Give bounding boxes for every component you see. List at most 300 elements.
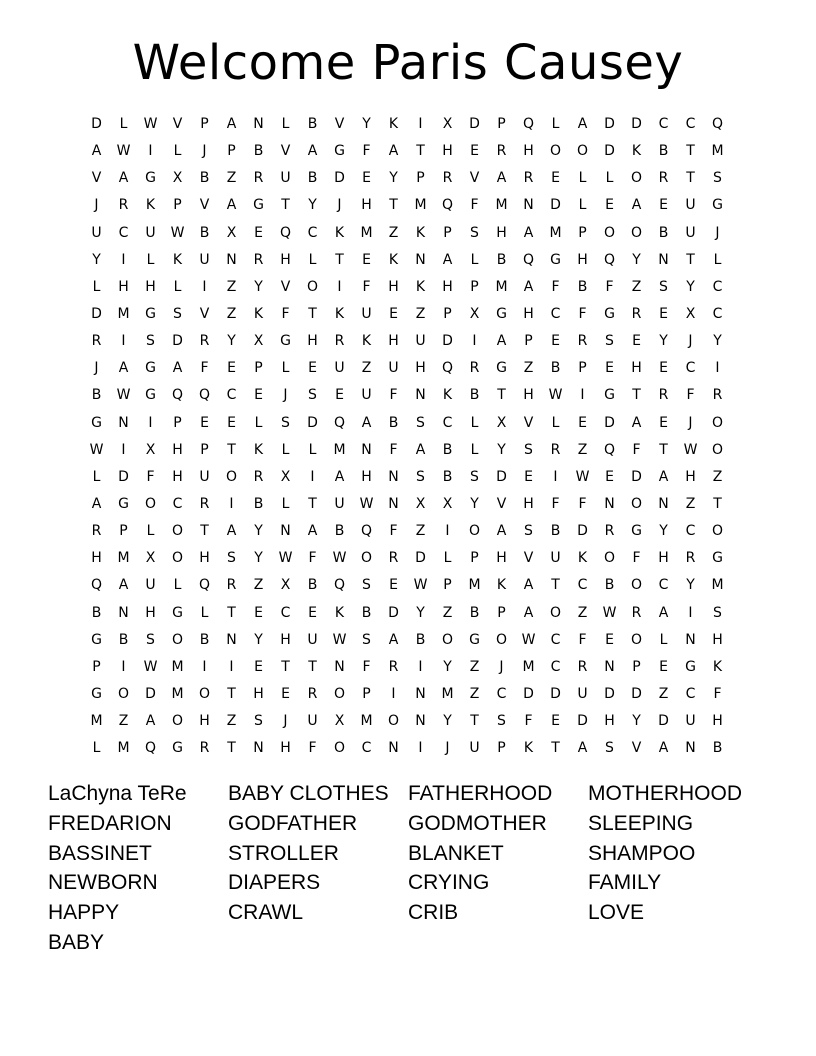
grid-letter[interactable]: J: [283, 713, 288, 730]
grid-letter[interactable]: K: [334, 604, 345, 621]
grid-letter[interactable]: N: [388, 495, 399, 512]
grid-letter[interactable]: Q: [279, 224, 292, 241]
grid-letter[interactable]: X: [334, 713, 345, 730]
grid-letter[interactable]: U: [577, 685, 588, 702]
grid-letter[interactable]: J: [688, 414, 693, 431]
grid-letter[interactable]: F: [389, 523, 398, 540]
grid-letter[interactable]: E: [551, 170, 560, 187]
grid-letter[interactable]: U: [307, 713, 318, 730]
grid-letter[interactable]: B: [550, 360, 561, 377]
grid-letter[interactable]: O: [333, 740, 346, 757]
grid-letter[interactable]: D: [550, 197, 561, 214]
grid-letter[interactable]: H: [523, 143, 534, 160]
grid-letter[interactable]: X: [685, 305, 696, 322]
grid-letter[interactable]: L: [470, 414, 479, 431]
grid-letter[interactable]: L: [551, 414, 560, 431]
grid-letter[interactable]: L: [173, 577, 182, 594]
grid-letter[interactable]: Q: [144, 740, 157, 757]
grid-letter[interactable]: F: [308, 740, 317, 757]
grid-letter[interactable]: S: [524, 441, 533, 458]
grid-letter[interactable]: P: [578, 360, 587, 377]
grid-letter[interactable]: N: [118, 604, 129, 621]
grid-letter[interactable]: R: [253, 468, 264, 485]
grid-letter[interactable]: G: [604, 305, 615, 322]
grid-letter[interactable]: D: [550, 685, 561, 702]
grid-letter[interactable]: D: [469, 116, 480, 132]
grid-letter[interactable]: Z: [577, 604, 588, 621]
grid-letter[interactable]: T: [308, 305, 317, 322]
grid-letter[interactable]: E: [389, 577, 398, 594]
grid-letter[interactable]: Q: [198, 387, 211, 404]
grid-letter[interactable]: N: [523, 197, 534, 214]
grid-letter[interactable]: N: [604, 495, 615, 512]
grid-letter[interactable]: R: [199, 333, 210, 350]
grid-letter[interactable]: B: [91, 604, 102, 621]
grid-letter[interactable]: S: [470, 468, 479, 485]
grid-letter[interactable]: T: [308, 658, 317, 675]
grid-letter[interactable]: D: [442, 333, 453, 350]
grid-letter[interactable]: Q: [90, 577, 103, 594]
grid-letter[interactable]: C: [685, 523, 696, 540]
grid-letter[interactable]: W: [413, 577, 428, 594]
grid-letter[interactable]: P: [578, 224, 587, 241]
grid-letter[interactable]: Q: [711, 116, 724, 132]
grid-letter[interactable]: G: [685, 658, 696, 675]
grid-letter[interactable]: F: [146, 468, 155, 485]
grid-letter[interactable]: S: [146, 631, 155, 648]
grid-letter[interactable]: I: [121, 441, 126, 458]
grid-letter[interactable]: M: [414, 197, 427, 214]
grid-letter[interactable]: L: [146, 523, 155, 540]
grid-letter[interactable]: L: [308, 441, 317, 458]
grid-letter[interactable]: B: [307, 577, 318, 594]
grid-letter[interactable]: S: [281, 414, 290, 431]
grid-letter[interactable]: D: [604, 414, 615, 431]
grid-letter[interactable]: H: [523, 305, 534, 322]
grid-letter[interactable]: V: [199, 197, 210, 214]
grid-letter[interactable]: J: [202, 143, 207, 160]
grid-letter[interactable]: B: [658, 224, 669, 241]
grid-letter[interactable]: H: [91, 550, 102, 567]
grid-letter[interactable]: Y: [416, 604, 425, 621]
grid-letter[interactable]: A: [496, 333, 507, 350]
grid-letter[interactable]: G: [496, 305, 507, 322]
grid-letter[interactable]: O: [603, 224, 616, 241]
grid-letter[interactable]: Z: [523, 360, 534, 377]
grid-letter[interactable]: G: [280, 333, 291, 350]
grid-letter[interactable]: F: [281, 305, 290, 322]
grid-letter[interactable]: E: [605, 360, 614, 377]
grid-letter[interactable]: B: [199, 224, 210, 241]
grid-letter[interactable]: I: [229, 658, 234, 675]
grid-letter[interactable]: K: [145, 197, 156, 214]
grid-letter[interactable]: C: [577, 577, 588, 594]
grid-letter[interactable]: R: [496, 143, 507, 160]
grid-letter[interactable]: N: [361, 441, 372, 458]
grid-letter[interactable]: L: [470, 251, 479, 268]
grid-letter[interactable]: T: [497, 387, 506, 404]
grid-letter[interactable]: J: [94, 197, 99, 214]
grid-letter[interactable]: B: [307, 116, 318, 132]
grid-letter[interactable]: K: [415, 278, 426, 295]
grid-letter[interactable]: K: [496, 577, 507, 594]
grid-letter[interactable]: H: [307, 333, 318, 350]
grid-letter[interactable]: R: [253, 170, 264, 187]
grid-letter[interactable]: O: [387, 713, 400, 730]
grid-letter[interactable]: W: [575, 468, 590, 485]
grid-letter[interactable]: E: [470, 143, 479, 160]
grid-letter[interactable]: U: [145, 577, 156, 594]
grid-letter[interactable]: M: [90, 713, 103, 730]
grid-letter[interactable]: F: [578, 305, 587, 322]
grid-letter[interactable]: H: [577, 251, 588, 268]
grid-letter[interactable]: M: [117, 550, 130, 567]
grid-letter[interactable]: J: [94, 360, 99, 377]
grid-letter[interactable]: H: [415, 360, 426, 377]
grid-letter[interactable]: V: [280, 278, 291, 295]
grid-letter[interactable]: X: [442, 116, 453, 132]
grid-letter[interactable]: K: [577, 550, 588, 567]
grid-letter[interactable]: T: [281, 658, 290, 675]
grid-letter[interactable]: R: [577, 658, 588, 675]
grid-letter[interactable]: H: [199, 550, 210, 567]
grid-letter[interactable]: M: [171, 658, 184, 675]
grid-letter[interactable]: D: [631, 685, 642, 702]
grid-letter[interactable]: Y: [686, 577, 695, 594]
grid-letter[interactable]: D: [415, 550, 426, 567]
grid-letter[interactable]: S: [146, 333, 155, 350]
grid-letter[interactable]: U: [685, 713, 696, 730]
grid-letter[interactable]: G: [172, 604, 183, 621]
grid-letter[interactable]: S: [605, 740, 614, 757]
grid-letter[interactable]: W: [143, 658, 158, 675]
grid-letter[interactable]: R: [199, 495, 210, 512]
grid-letter[interactable]: T: [389, 197, 398, 214]
grid-letter[interactable]: Z: [226, 278, 237, 295]
grid-letter[interactable]: E: [254, 387, 263, 404]
grid-letter[interactable]: T: [470, 713, 479, 730]
grid-letter[interactable]: T: [551, 740, 560, 757]
grid-letter[interactable]: S: [362, 631, 371, 648]
grid-letter[interactable]: W: [143, 116, 158, 132]
grid-letter[interactable]: K: [172, 251, 183, 268]
grid-letter[interactable]: T: [686, 143, 695, 160]
grid-letter[interactable]: Z: [388, 224, 399, 241]
grid-letter[interactable]: G: [145, 170, 156, 187]
grid-letter[interactable]: K: [712, 658, 723, 675]
grid-letter[interactable]: O: [630, 495, 643, 512]
grid-letter[interactable]: K: [388, 251, 399, 268]
grid-letter[interactable]: O: [495, 631, 508, 648]
grid-letter[interactable]: F: [308, 550, 317, 567]
grid-letter[interactable]: P: [470, 278, 479, 295]
grid-letter[interactable]: O: [711, 414, 724, 431]
grid-letter[interactable]: L: [443, 550, 452, 567]
grid-letter[interactable]: Y: [443, 658, 452, 675]
grid-letter[interactable]: Z: [415, 523, 426, 540]
grid-letter[interactable]: M: [711, 143, 724, 160]
grid-letter[interactable]: N: [388, 740, 399, 757]
grid-letter[interactable]: O: [171, 631, 184, 648]
grid-letter[interactable]: R: [442, 170, 453, 187]
grid-letter[interactable]: N: [415, 685, 426, 702]
grid-letter[interactable]: S: [416, 414, 425, 431]
grid-letter[interactable]: I: [148, 143, 153, 160]
grid-letter[interactable]: R: [712, 387, 723, 404]
grid-letter[interactable]: Q: [522, 251, 535, 268]
grid-letter[interactable]: P: [173, 197, 182, 214]
grid-letter[interactable]: G: [712, 550, 723, 567]
grid-letter[interactable]: R: [91, 333, 102, 350]
grid-letter[interactable]: R: [118, 197, 129, 214]
grid-letter[interactable]: H: [685, 468, 696, 485]
grid-letter[interactable]: I: [418, 116, 423, 132]
grid-letter[interactable]: A: [226, 116, 237, 132]
grid-letter[interactable]: Z: [685, 495, 696, 512]
grid-letter[interactable]: L: [605, 170, 614, 187]
grid-letter[interactable]: V: [199, 305, 210, 322]
grid-letter[interactable]: B: [658, 143, 669, 160]
grid-letter[interactable]: C: [118, 224, 129, 241]
grid-letter[interactable]: E: [254, 658, 263, 675]
grid-letter[interactable]: Y: [254, 523, 263, 540]
grid-letter[interactable]: U: [415, 333, 426, 350]
grid-letter[interactable]: T: [227, 604, 236, 621]
grid-letter[interactable]: G: [631, 523, 642, 540]
grid-letter[interactable]: H: [199, 713, 210, 730]
grid-letter[interactable]: P: [227, 143, 236, 160]
grid-letter[interactable]: I: [337, 278, 342, 295]
grid-letter[interactable]: H: [145, 604, 156, 621]
grid-letter[interactable]: Z: [226, 170, 237, 187]
grid-letter[interactable]: J: [688, 333, 693, 350]
grid-letter[interactable]: B: [469, 387, 480, 404]
grid-letter[interactable]: X: [280, 577, 291, 594]
grid-letter[interactable]: S: [605, 333, 614, 350]
grid-letter[interactable]: A: [388, 631, 399, 648]
grid-letter[interactable]: R: [388, 658, 399, 675]
grid-letter[interactable]: J: [499, 658, 504, 675]
grid-letter[interactable]: L: [92, 740, 101, 757]
grid-letter[interactable]: E: [605, 197, 614, 214]
grid-letter[interactable]: E: [281, 685, 290, 702]
grid-letter[interactable]: B: [604, 577, 615, 594]
grid-letter[interactable]: H: [118, 278, 129, 295]
grid-letter[interactable]: O: [603, 550, 616, 567]
grid-letter[interactable]: J: [283, 387, 288, 404]
grid-letter[interactable]: P: [443, 305, 452, 322]
grid-letter[interactable]: K: [631, 143, 642, 160]
grid-letter[interactable]: K: [388, 116, 399, 132]
grid-letter[interactable]: R: [388, 550, 399, 567]
grid-letter[interactable]: L: [281, 441, 290, 458]
grid-letter[interactable]: X: [145, 550, 156, 567]
grid-letter[interactable]: A: [226, 523, 237, 540]
grid-letter[interactable]: T: [632, 387, 641, 404]
grid-letter[interactable]: P: [470, 550, 479, 567]
grid-letter[interactable]: G: [91, 685, 102, 702]
grid-letter[interactable]: U: [469, 740, 480, 757]
grid-letter[interactable]: Y: [254, 550, 263, 567]
grid-letter[interactable]: A: [658, 468, 669, 485]
grid-letter[interactable]: L: [281, 116, 290, 132]
grid-letter[interactable]: T: [227, 685, 236, 702]
grid-letter[interactable]: W: [548, 387, 563, 404]
grid-letter[interactable]: Z: [415, 305, 426, 322]
grid-letter[interactable]: T: [659, 441, 668, 458]
grid-letter[interactable]: Z: [226, 305, 237, 322]
grid-letter[interactable]: P: [200, 441, 209, 458]
grid-letter[interactable]: E: [605, 631, 614, 648]
grid-letter[interactable]: A: [118, 360, 129, 377]
grid-letter[interactable]: N: [226, 631, 237, 648]
grid-letter[interactable]: D: [631, 468, 642, 485]
grid-letter[interactable]: E: [389, 305, 398, 322]
grid-letter[interactable]: K: [523, 740, 534, 757]
grid-letter[interactable]: M: [522, 658, 535, 675]
grid-letter[interactable]: P: [497, 740, 506, 757]
grid-letter[interactable]: S: [227, 550, 236, 567]
grid-letter[interactable]: Y: [686, 278, 695, 295]
grid-letter[interactable]: M: [360, 224, 373, 241]
grid-letter[interactable]: L: [551, 116, 560, 132]
grid-letter[interactable]: W: [170, 224, 185, 241]
grid-letter[interactable]: L: [146, 251, 155, 268]
grid-letter[interactable]: Y: [254, 631, 263, 648]
grid-letter[interactable]: S: [416, 468, 425, 485]
grid-letter[interactable]: C: [496, 685, 507, 702]
grid-letter[interactable]: L: [659, 631, 668, 648]
grid-letter[interactable]: L: [173, 278, 182, 295]
grid-letter[interactable]: U: [685, 197, 696, 214]
grid-letter[interactable]: I: [121, 251, 126, 268]
grid-letter[interactable]: F: [632, 441, 641, 458]
grid-letter[interactable]: R: [550, 441, 561, 458]
grid-letter[interactable]: R: [226, 577, 237, 594]
grid-letter[interactable]: O: [198, 685, 211, 702]
grid-letter[interactable]: O: [171, 523, 184, 540]
grid-letter[interactable]: H: [523, 495, 534, 512]
grid-letter[interactable]: L: [173, 143, 182, 160]
grid-letter[interactable]: C: [307, 224, 318, 241]
grid-letter[interactable]: K: [334, 224, 345, 241]
grid-letter[interactable]: C: [685, 360, 696, 377]
grid-letter[interactable]: X: [172, 170, 183, 187]
grid-letter[interactable]: Y: [713, 333, 722, 350]
grid-letter[interactable]: V: [523, 550, 534, 567]
grid-letter[interactable]: H: [388, 333, 399, 350]
grid-letter[interactable]: H: [658, 550, 669, 567]
grid-letter[interactable]: C: [685, 116, 696, 132]
grid-letter[interactable]: H: [253, 685, 264, 702]
grid-letter[interactable]: J: [337, 197, 342, 214]
grid-letter[interactable]: M: [711, 577, 724, 594]
grid-letter[interactable]: O: [117, 685, 130, 702]
grid-letter[interactable]: A: [442, 251, 453, 268]
grid-letter[interactable]: O: [360, 550, 373, 567]
grid-letter[interactable]: Y: [659, 333, 668, 350]
grid-letter[interactable]: T: [416, 143, 425, 160]
grid-letter[interactable]: P: [92, 658, 101, 675]
grid-letter[interactable]: H: [280, 740, 291, 757]
grid-letter[interactable]: A: [523, 278, 534, 295]
grid-letter[interactable]: V: [496, 495, 507, 512]
grid-letter[interactable]: T: [551, 577, 560, 594]
grid-letter[interactable]: Q: [333, 414, 346, 431]
grid-letter[interactable]: E: [200, 414, 209, 431]
grid-letter[interactable]: I: [148, 414, 153, 431]
grid-letter[interactable]: D: [172, 333, 183, 350]
grid-letter[interactable]: P: [200, 116, 209, 132]
grid-letter[interactable]: A: [658, 604, 669, 621]
grid-letter[interactable]: B: [712, 740, 723, 757]
grid-letter[interactable]: M: [549, 224, 562, 241]
grid-letter[interactable]: G: [496, 360, 507, 377]
grid-letter[interactable]: S: [713, 604, 722, 621]
grid-letter[interactable]: L: [119, 116, 128, 132]
grid-letter[interactable]: T: [713, 495, 722, 512]
grid-letter[interactable]: R: [604, 523, 615, 540]
grid-letter[interactable]: T: [227, 740, 236, 757]
grid-letter[interactable]: R: [469, 360, 480, 377]
grid-letter[interactable]: L: [281, 360, 290, 377]
grid-letter[interactable]: T: [686, 170, 695, 187]
grid-letter[interactable]: P: [632, 658, 641, 675]
grid-letter[interactable]: K: [415, 224, 426, 241]
grid-letter[interactable]: D: [658, 713, 669, 730]
grid-letter[interactable]: A: [496, 170, 507, 187]
grid-letter[interactable]: Z: [577, 441, 588, 458]
grid-letter[interactable]: N: [415, 387, 426, 404]
grid-letter[interactable]: C: [361, 740, 372, 757]
grid-letter[interactable]: R: [577, 333, 588, 350]
grid-letter[interactable]: A: [145, 713, 156, 730]
grid-letter[interactable]: H: [172, 468, 183, 485]
grid-letter[interactable]: D: [577, 713, 588, 730]
grid-letter[interactable]: H: [712, 713, 723, 730]
grid-letter[interactable]: I: [688, 604, 693, 621]
grid-letter[interactable]: U: [334, 360, 345, 377]
grid-letter[interactable]: Q: [171, 387, 184, 404]
grid-letter[interactable]: M: [495, 197, 508, 214]
grid-letter[interactable]: J: [445, 740, 450, 757]
grid-letter[interactable]: D: [604, 143, 615, 160]
grid-letter[interactable]: O: [171, 550, 184, 567]
grid-letter[interactable]: A: [577, 116, 588, 132]
grid-letter[interactable]: D: [307, 414, 318, 431]
grid-letter[interactable]: H: [172, 441, 183, 458]
grid-letter[interactable]: U: [685, 224, 696, 241]
grid-letter[interactable]: E: [659, 414, 668, 431]
grid-letter[interactable]: K: [361, 333, 372, 350]
grid-letter[interactable]: B: [550, 523, 561, 540]
grid-letter[interactable]: A: [388, 143, 399, 160]
grid-letter[interactable]: G: [604, 387, 615, 404]
grid-letter[interactable]: U: [388, 360, 399, 377]
grid-letter[interactable]: C: [550, 658, 561, 675]
grid-letter[interactable]: P: [362, 685, 371, 702]
grid-letter[interactable]: I: [121, 658, 126, 675]
grid-letter[interactable]: N: [415, 251, 426, 268]
grid-letter[interactable]: Z: [658, 685, 669, 702]
grid-letter[interactable]: C: [712, 278, 723, 295]
grid-letter[interactable]: A: [523, 224, 534, 241]
grid-letter[interactable]: N: [658, 495, 669, 512]
grid-letter[interactable]: W: [116, 387, 131, 404]
grid-letter[interactable]: P: [497, 116, 506, 132]
grid-letter[interactable]: F: [551, 495, 560, 512]
grid-letter[interactable]: F: [389, 441, 398, 458]
